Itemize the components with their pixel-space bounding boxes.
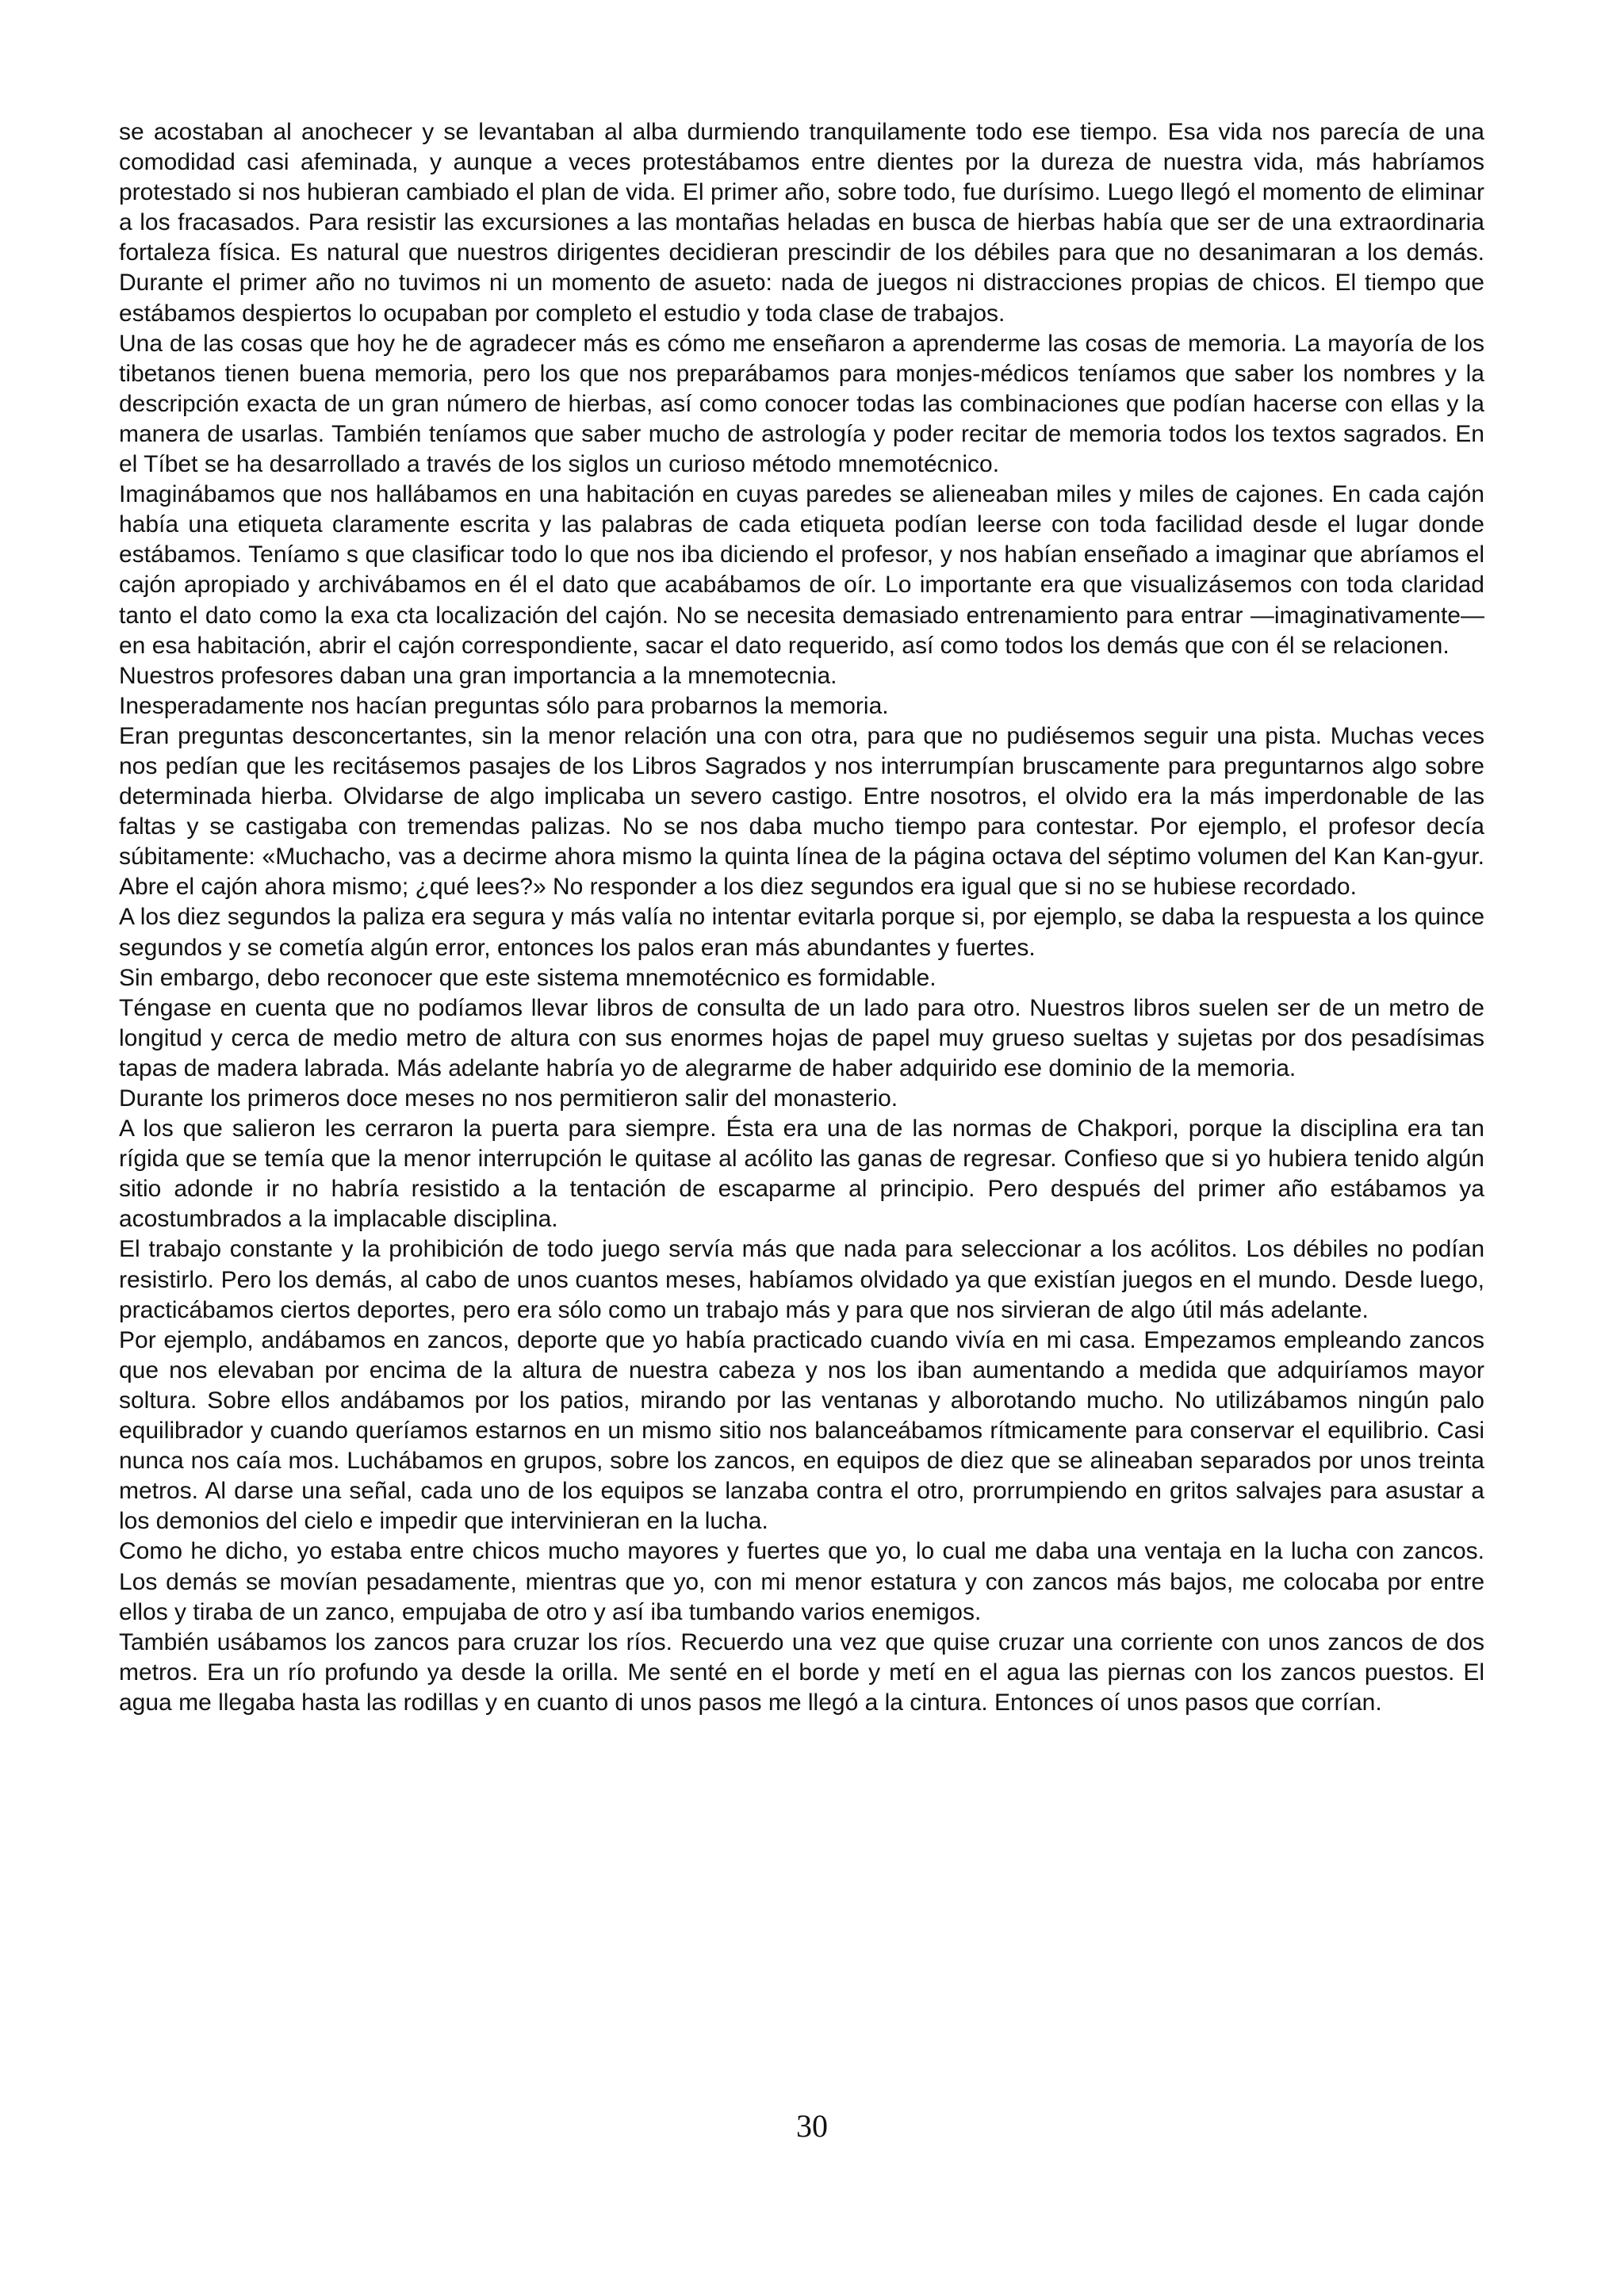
- paragraph: Eran preguntas desconcertantes, sin la menor relación una con otra, para que no pudiésemos seguir una pista. Muchas veces nos pedían que les recitásemos pasajes de los Libros Sagrados y nos interrumpían bruscamente para preguntarnos algo sobre determinada hierba. Olvidarse de algo implicaba un severo castigo. Entre nosotros, el olvido era la más imperdonable de las faltas y se castigaba con tremendas palizas. No se nos daba mucho tiempo para contestar. Por ejemplo, el profesor decía súbitamente: «Muchacho, vas a decirme ahora mismo la quinta línea de la página octava del séptimo volumen del Kan Kan-gyur. Abre el cajón ahora mismo; ¿qué lees?» No responder a los diez segundos era igual que si no se hubiese recordado.: [119, 722, 1484, 901]
- paragraph: También usábamos los zancos para cruzar los ríos. Recuerdo una vez que quise cruzar una corriente con unos zancos de dos metros. Era un río profundo ya desde la orilla. Me senté en el borde y metí en el agua las piernas con los zancos puestos. El agua me llegaba hasta las rodillas y en cuanto di unos pasos me llegó a la cintura. Entonces oí unos pasos que corrían.: [119, 1628, 1484, 1716]
- paragraph: Por ejemplo, andábamos en zancos, deporte que yo había practicado cuando vivía en mi casa. Empezamos empleando zancos que nos elevaban por encima de la altura de nuestra cabeza y nos los iban aumentando a medida que adquiríamos mayor soltura. Sobre ellos andábamos por los patios, mirando por las ventanas y alborotando mucho. No utilizábamos ningún palo equilibrador y cuando queríamos estarnos en un mismo sitio nos balanceábamos rítmicamente para conservar el equilibrio. Casi nunca nos caía mos. Luchábamos en grupos, sobre los zancos, en equipos de diez que se alineaban separados por unos treinta metros. Al darse una señal, cada uno de los equipos se lanzaba contra el otro, prorrumpiendo en gritos salvajes para asustar a los demonios del cielo e impedir que intervinieran en la lucha.: [119, 1326, 1484, 1535]
- page-number: 30: [796, 2108, 828, 2144]
- paragraph: El trabajo constante y la prohibición de todo juego servía más que nada para seleccionar a los acólitos. Los débiles no podían resistirlo. Pero los demás, al cabo de unos cuantos meses, habíamos olvidado ya que existían juegos en el mundo. Desde luego, practicábamos ciertos deportes, pero era sólo como un trabajo más y para que nos sirvieran de algo útil más adelante.: [119, 1236, 1484, 1323]
- paragraph: Nuestros profesores daban una gran importancia a la mnemotecnia.: [119, 662, 837, 689]
- body-text: [119, 117, 1484, 1718]
- paragraph: se acostaban al anochecer y se levantaban al alba durmiendo tranquilamente todo ese tiempo. Esa vida nos parecía de una comodidad casi afeminada, y aunque a veces protestábamos entre dientes por la dureza de nuestra vida, más habríamos protestado si nos hubieran cambiado el plan de vida. El primer año, sobre todo, fue durísimo. Luego llegó el momento de eliminar a los fracasados. Para resistir las excursiones a las montañas heladas en busca de hierbas había que ser de una extraordinaria fortaleza física. Es natural que nuestros dirigentes decidieran prescindir de los débiles para que no desanimaran a los demás. Durante el primer año no tuvimos ni un momento de asueto: nada de juegos ni distracciones propias de chicos. El tiempo que estábamos despiertos lo ocupaban por completo el estudio y toda clase de trabajos.: [119, 119, 1484, 327]
- paragraph: A los diez segundos la paliza era segura y más valía no intentar evitarla porque si, por ejemplo, se daba la respuesta a los quince segundos y se cometía algún error, entonces los palos eran más abundantes y fuertes.: [119, 904, 1484, 961]
- paragraph: A los que salieron les cerraron la puerta para siempre. Ésta era una de las normas de Chakpori, porque la disciplina era tan rígida que se temía que la menor interrupción le quitase al acólito las ganas de regresar. Confieso que si yo hubiera tenido algún sitio adonde ir no habría resistido a la tentación de escaparme al principio. Pero después del primer año estábamos ya acostumbrados a la implacable disciplina.: [119, 1115, 1484, 1233]
- paragraph: Una de las cosas que hoy he de agradecer más es cómo me enseñaron a aprenderme las cosas de memoria. La mayoría de los tibetanos tienen buena memoria, pero los que nos preparábamos para monjes-médicos teníamos que saber los nombres y la descripción exacta de un gran número de hierbas, así como conocer todas las combinaciones que podían hacerse con ellas y la manera de usarlas. También teníamos que saber mucho de astrología y poder recitar de memoria todos los textos sagrados. En el Tíbet se ha desarrollado a través de los siglos un curioso método mnemotécnico.: [119, 330, 1484, 478]
- paragraph: Durante los primeros doce meses no nos permitieron salir del monasterio.: [119, 1085, 898, 1112]
- paragraph: Inesperadamente nos hacían preguntas sólo para probarnos la memoria.: [119, 692, 889, 719]
- paragraph: Imaginábamos que nos hallábamos en una habitación en cuyas paredes se alieneaban miles y miles de cajones. En cada cajón había una etiqueta claramente escrita y las palabras de cada etiqueta podían leerse con toda facilidad desde el lugar donde estábamos. Teníamo s que clasificar todo lo que nos iba diciendo el profesor, y nos habían enseñado a imaginar que abríamos el cajón apropiado y archivábamos en él el dato que acabábamos de oír. Lo importante era que visualizásemos con toda claridad tanto el dato como la exa cta localización del cajón. No se necesita demasiado entrenamiento para entrar —imaginativamente— en esa habitación, abrir el cajón correspondiente, sacar el dato requerido, así como todos los demás que con él se relacionen.: [119, 481, 1484, 659]
- page-content: [119, 117, 1484, 2147]
- paragraph: Como he dicho, yo estaba entre chicos mucho mayores y fuertes que yo, lo cual me daba una ventaja en la lucha con zancos. Los demás se movían pesadamente, mientras que yo, con mi menor estatura y con zancos más bajos, me colocaba por entre ellos y tiraba de un zanco, empujaba de otro y así iba tumbando varios enemigos.: [119, 1538, 1484, 1625]
- paragraph: Téngase en cuenta que no podíamos llevar libros de consulta de un lado para otro. Nuestros libros suelen ser de un metro de longitud y cerca de medio metro de altura con sus enormes hojas de papel muy grueso sueltas y sujetas por dos pesadísimas tapas de madera labrada. Más adelante habría yo de alegrarme de haber adquirido ese dominio de la memoria.: [119, 994, 1484, 1081]
- paragraph: Sin embargo, debo reconocer que este sistema mnemotécnico es formidable.: [119, 964, 936, 991]
